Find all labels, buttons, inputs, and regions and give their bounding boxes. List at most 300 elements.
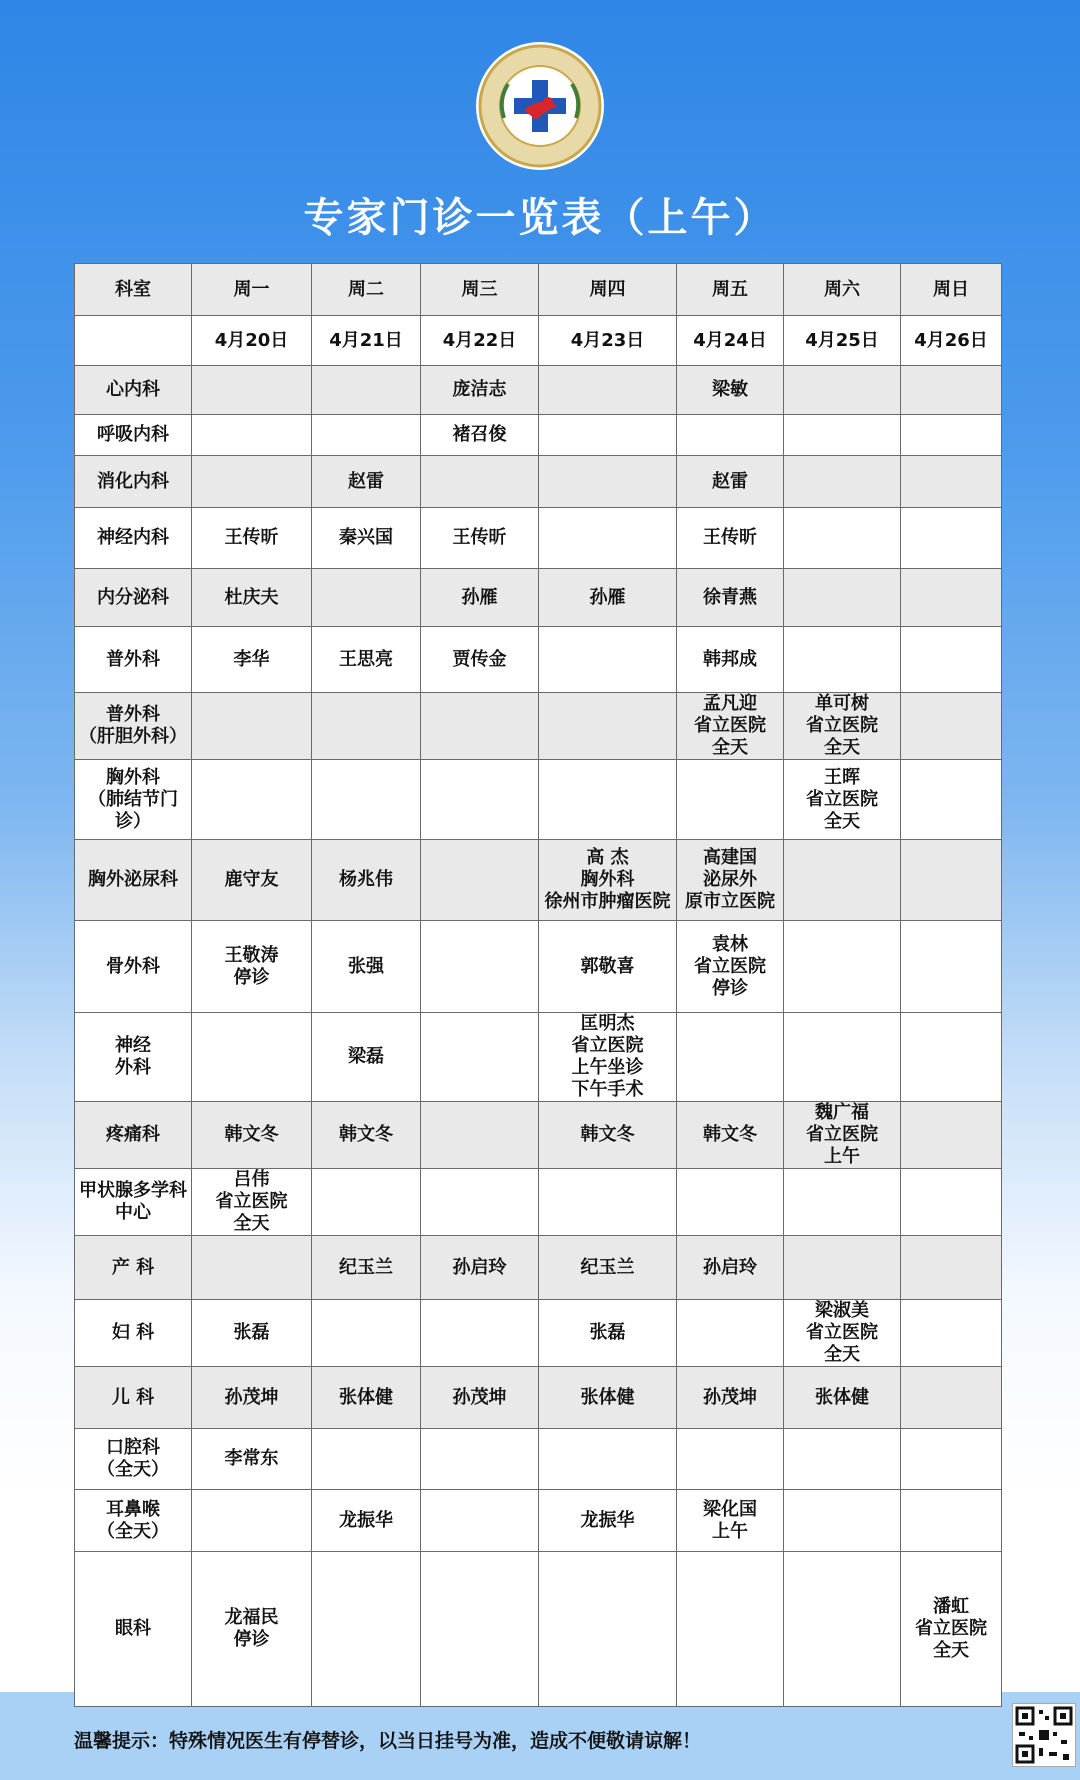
cell-line: 鹿守友: [224, 869, 279, 890]
doctor-cell: [784, 693, 901, 760]
doctor-cell: [192, 1367, 312, 1429]
department-cell: [75, 508, 192, 569]
cell-line: 韩文冬: [580, 1124, 635, 1145]
header-cell: 周二: [312, 264, 421, 316]
schedule-table: [74, 263, 1002, 1707]
doctor-cell: [312, 693, 421, 760]
doctor-cell: [901, 415, 1002, 456]
table-row: [75, 1102, 1002, 1169]
cell-line: 消化内科: [97, 470, 169, 492]
doctor-cell: [192, 693, 312, 760]
doctor-cell: [677, 1102, 784, 1169]
doctor-cell: [421, 1236, 539, 1300]
doctor-cell: [677, 366, 784, 415]
table-row: [75, 366, 1002, 415]
doctor-cell: [784, 1013, 901, 1102]
doctor-cell: [421, 760, 539, 840]
doctor-cell: [677, 1300, 784, 1367]
date-cell: 4月25日: [784, 316, 901, 366]
cell-line: 胸外泌尿科: [88, 869, 178, 890]
cell-line: 王晖: [824, 766, 860, 788]
cell-line: 疼痛科: [106, 1124, 160, 1145]
doctor-cell: [192, 1169, 312, 1236]
date-cell: 4月21日: [312, 316, 421, 366]
doctor-cell: [312, 569, 421, 627]
cell-line: 眼科: [115, 1618, 151, 1639]
cell-line: 省立医院: [915, 1618, 987, 1639]
cell-line: 孙雁: [461, 586, 498, 608]
header-cell: 周五: [677, 264, 784, 316]
cell-line: （肺结节门诊）: [88, 788, 178, 832]
doctor-cell: [421, 1367, 539, 1429]
doctor-cell: [539, 1429, 677, 1490]
doctor-cell: [677, 627, 784, 693]
doctor-cell: [421, 1490, 539, 1552]
cell-line: （全天）: [97, 1520, 169, 1542]
doctor-cell: [421, 627, 539, 693]
cell-line: 省立医院: [806, 1322, 878, 1343]
cell-line: 张磊: [589, 1322, 626, 1343]
cell-line: 梁淑美: [815, 1300, 869, 1321]
table-row: [75, 415, 1002, 456]
cell-line: 纪玉兰: [339, 1256, 393, 1278]
table-row: [75, 1429, 1002, 1490]
cell-line: 赵雷: [712, 470, 748, 492]
doctor-cell: [421, 840, 539, 921]
doctor-cell: [784, 456, 901, 508]
cell-line: 龙振华: [339, 1509, 393, 1531]
department-cell: [75, 921, 192, 1013]
doctor-cell: [784, 760, 901, 840]
cell-line: 全天: [824, 1344, 860, 1365]
cell-line: 梁化国: [703, 1498, 757, 1520]
cell-line: 孟凡迎: [703, 693, 757, 714]
doctor-cell: [677, 569, 784, 627]
date-cell: [75, 316, 192, 366]
doctor-cell: [539, 1169, 677, 1236]
doctor-cell: [784, 1367, 901, 1429]
doctor-cell: [312, 1102, 421, 1169]
cell-line: 胸外科: [106, 766, 160, 788]
doctor-cell: [784, 921, 901, 1013]
doctor-cell: [192, 840, 312, 921]
doctor-cell: [901, 760, 1002, 840]
cell-line: 耳鼻喉: [106, 1498, 160, 1520]
cell-line: 省立医院: [215, 1191, 288, 1212]
doctor-cell: [901, 1552, 1002, 1707]
cell-line: 全天: [824, 810, 860, 832]
cell-line: 魏广福: [815, 1102, 869, 1123]
doctor-cell: [901, 1300, 1002, 1367]
doctor-cell: [539, 415, 677, 456]
cell-line: 产 科: [111, 1256, 155, 1278]
cell-line: 全天: [933, 1640, 969, 1661]
cell-line: 张体健: [815, 1386, 869, 1408]
header-cell: 周一: [192, 264, 312, 316]
cell-line: 秦兴国: [339, 527, 393, 548]
doctor-cell: [539, 1300, 677, 1367]
cell-line: 韩文冬: [339, 1124, 393, 1145]
cell-line: 张强: [348, 955, 384, 977]
cell-line: 上午: [712, 1520, 748, 1542]
department-cell: [75, 366, 192, 415]
doctor-cell: [784, 1236, 901, 1300]
department-cell: [75, 456, 192, 508]
doctor-cell: [539, 760, 677, 840]
page-title: 专家门诊一览表（上午）: [303, 195, 777, 241]
doctor-cell: [192, 1490, 312, 1552]
doctor-cell: [677, 1552, 784, 1707]
department-cell: [75, 1429, 192, 1490]
department-cell: [75, 569, 192, 627]
cell-line: 郭敬喜: [580, 955, 635, 977]
cell-line: 全天: [712, 737, 748, 758]
cell-line: 孙茂坤: [452, 1386, 507, 1408]
doctor-cell: [192, 366, 312, 415]
doctor-cell: [312, 1552, 421, 1707]
cell-line: 王传昕: [452, 527, 507, 548]
cell-line: 袁林: [712, 933, 748, 955]
doctor-cell: [901, 1490, 1002, 1552]
cell-line: 妇 科: [111, 1322, 155, 1343]
doctor-cell: [677, 1429, 784, 1490]
doctor-cell: [192, 415, 312, 456]
doctor-cell: [421, 415, 539, 456]
department-cell: [75, 1236, 192, 1300]
doctor-cell: [677, 508, 784, 569]
cell-line: 韩文冬: [224, 1124, 279, 1145]
doctor-cell: [677, 1013, 784, 1102]
doctor-cell: [677, 1236, 784, 1300]
cell-line: 下午手术: [571, 1079, 644, 1100]
doctor-cell: [539, 1552, 677, 1707]
doctor-cell: [192, 627, 312, 693]
doctor-cell: [677, 456, 784, 508]
doctor-cell: [784, 415, 901, 456]
doctor-cell: [192, 508, 312, 569]
cell-line: 普外科: [106, 648, 160, 670]
doctor-cell: [539, 1013, 677, 1102]
cell-line: 吕伟: [233, 1169, 270, 1190]
cell-line: 骨外科: [106, 955, 160, 977]
doctor-cell: [539, 366, 677, 415]
doctor-cell: [421, 1102, 539, 1169]
doctor-cell: [421, 921, 539, 1013]
doctor-cell: [539, 1367, 677, 1429]
department-cell: [75, 1490, 192, 1552]
doctor-cell: [901, 1169, 1002, 1236]
doctor-cell: [312, 1429, 421, 1490]
table-row: [75, 1490, 1002, 1552]
cell-line: 梁敏: [712, 379, 748, 400]
doctor-cell: [192, 1102, 312, 1169]
table-row: [75, 1367, 1002, 1429]
department-cell: [75, 415, 192, 456]
doctor-cell: [539, 508, 677, 569]
department-cell: [75, 1367, 192, 1429]
doctor-cell: [784, 508, 901, 569]
doctor-cell: [784, 1102, 901, 1169]
cell-line: 孙启玲: [452, 1256, 507, 1278]
cell-line: 内分泌科: [97, 586, 169, 608]
doctor-cell: [784, 1552, 901, 1707]
doctor-cell: [539, 1102, 677, 1169]
cell-line: 泌尿外: [703, 869, 757, 890]
date-cell: 4月22日: [421, 316, 539, 366]
doctor-cell: [539, 569, 677, 627]
doctor-cell: [901, 627, 1002, 693]
cell-line: 神经内科: [97, 527, 169, 548]
doctor-cell: [312, 415, 421, 456]
table-row: [75, 1169, 1002, 1236]
doctor-cell: [901, 456, 1002, 508]
cell-line: 贾传金: [452, 648, 507, 670]
qr-code-icon: [1012, 1703, 1076, 1767]
doctor-cell: [784, 1429, 901, 1490]
doctor-cell: [677, 1367, 784, 1429]
doctor-cell: [192, 1300, 312, 1367]
department-cell: [75, 760, 192, 840]
doctor-cell: [539, 693, 677, 760]
doctor-cell: [192, 1013, 312, 1102]
date-row: [75, 316, 1002, 366]
doctor-cell: [312, 1013, 421, 1102]
cell-line: 王传昕: [703, 527, 757, 548]
cell-line: 普外科: [106, 704, 160, 725]
cell-line: 梁磊: [348, 1046, 384, 1067]
doctor-cell: [539, 1236, 677, 1300]
doctor-cell: [421, 508, 539, 569]
doctor-cell: [312, 508, 421, 569]
department-cell: [75, 1102, 192, 1169]
department-cell: [75, 627, 192, 693]
doctor-cell: [901, 921, 1002, 1013]
doctor-cell: [784, 1300, 901, 1367]
cell-line: 杨兆伟: [339, 869, 393, 890]
cell-line: 省立医院: [694, 715, 766, 736]
doctor-cell: [312, 1300, 421, 1367]
header-cell: 周六: [784, 264, 901, 316]
cell-line: 停诊: [233, 966, 270, 988]
doctor-cell: [677, 1169, 784, 1236]
department-cell: [75, 840, 192, 921]
cell-line: 孙茂坤: [703, 1386, 757, 1408]
doctor-cell: [901, 1429, 1002, 1490]
cell-line: 高建国: [703, 847, 757, 868]
cell-line: 口腔科: [106, 1437, 160, 1458]
doctor-cell: [677, 1490, 784, 1552]
doctor-cell: [312, 627, 421, 693]
doctor-cell: [312, 921, 421, 1013]
doctor-cell: [539, 840, 677, 921]
doctor-cell: [677, 760, 784, 840]
header-cell: 周日: [901, 264, 1002, 316]
cell-line: 孙启玲: [703, 1256, 757, 1278]
doctor-cell: [312, 840, 421, 921]
cell-line: 儿 科: [111, 1386, 155, 1408]
doctor-cell: [539, 627, 677, 693]
doctor-cell: [312, 366, 421, 415]
doctor-cell: [901, 840, 1002, 921]
cell-line: 李常东: [224, 1448, 279, 1469]
cell-line: 停诊: [233, 1629, 270, 1650]
department-cell: [75, 1169, 192, 1236]
table-row: [75, 456, 1002, 508]
department-cell: [75, 693, 192, 760]
cell-line: 呼吸内科: [97, 424, 169, 445]
doctor-cell: [312, 456, 421, 508]
doctor-cell: [901, 1236, 1002, 1300]
cell-line: （全天）: [97, 1459, 169, 1480]
department-cell: [75, 1300, 192, 1367]
cell-line: 省立医院: [571, 1035, 644, 1056]
cell-line: 孙茂坤: [224, 1386, 279, 1408]
doctor-cell: [192, 1552, 312, 1707]
hospital-logo: [474, 40, 606, 172]
doctor-cell: [192, 569, 312, 627]
doctor-cell: [192, 921, 312, 1013]
doctor-cell: [677, 693, 784, 760]
doctor-cell: [784, 627, 901, 693]
cell-line: 韩邦成: [703, 648, 757, 670]
doctor-cell: [192, 456, 312, 508]
doctor-cell: [901, 569, 1002, 627]
cell-line: 全天: [233, 1213, 270, 1234]
cell-line: 匡明杰: [580, 1013, 635, 1034]
doctor-cell: [677, 840, 784, 921]
doctor-cell: [421, 1300, 539, 1367]
cell-line: 李华: [233, 648, 270, 670]
doctor-cell: [192, 1236, 312, 1300]
cell-line: 省立医院: [694, 955, 766, 977]
cell-line: 徐青燕: [703, 586, 757, 608]
doctor-cell: [784, 366, 901, 415]
cell-line: 中心: [115, 1202, 151, 1223]
table-row: [75, 1236, 1002, 1300]
cell-line: 王传昕: [224, 527, 279, 548]
cell-line: 王敬涛: [224, 944, 279, 966]
date-cell: 4月26日: [901, 316, 1002, 366]
doctor-cell: [312, 1169, 421, 1236]
doctor-cell: [539, 456, 677, 508]
doctor-cell: [784, 840, 901, 921]
cell-line: 褚召俊: [452, 424, 507, 445]
cell-line: 上午: [824, 1146, 860, 1167]
doctor-cell: [192, 1429, 312, 1490]
doctor-cell: [677, 415, 784, 456]
doctor-cell: [421, 569, 539, 627]
doctor-cell: [312, 760, 421, 840]
doctor-cell: [677, 921, 784, 1013]
table-row: [75, 1013, 1002, 1102]
department-cell: [75, 1013, 192, 1102]
date-cell: 4月24日: [677, 316, 784, 366]
notice-text: 温馨提示：特殊情况医生有停替诊，以当日挂号为准，造成不便敬请谅解！: [74, 1730, 702, 1752]
doctor-cell: [539, 1490, 677, 1552]
table-row: [75, 921, 1002, 1013]
header-cell: 周三: [421, 264, 539, 316]
table-row: [75, 1300, 1002, 1367]
date-cell: 4月20日: [192, 316, 312, 366]
doctor-cell: [421, 1013, 539, 1102]
cell-line: 王思亮: [339, 648, 393, 670]
cell-line: 甲状腺多学科: [79, 1180, 187, 1201]
doctor-cell: [421, 1169, 539, 1236]
cell-line: 胸外科: [580, 869, 635, 890]
cell-line: 省立医院: [806, 715, 878, 736]
header-cell: 周四: [539, 264, 677, 316]
cell-line: 纪玉兰: [580, 1256, 635, 1278]
cell-line: 神经: [115, 1035, 151, 1056]
cell-line: 张体健: [580, 1386, 635, 1408]
header-cell: 科室: [75, 264, 192, 316]
cell-line: 韩文冬: [703, 1124, 757, 1145]
table-row: [75, 569, 1002, 627]
cell-line: 省立医院: [806, 788, 878, 810]
doctor-cell: [784, 1490, 901, 1552]
doctor-cell: [539, 921, 677, 1013]
doctor-cell: [421, 1552, 539, 1707]
cell-line: 单可树: [815, 693, 869, 714]
cell-line: 杜庆夫: [224, 586, 279, 608]
doctor-cell: [784, 569, 901, 627]
doctor-cell: [901, 1013, 1002, 1102]
doctor-cell: [421, 693, 539, 760]
doctor-cell: [901, 1102, 1002, 1169]
date-cell: 4月23日: [539, 316, 677, 366]
cell-line: 全天: [824, 737, 860, 758]
doctor-cell: [784, 1169, 901, 1236]
table-row: [75, 1552, 1002, 1707]
cell-line: 上午坐诊: [571, 1057, 644, 1078]
doctor-cell: [421, 366, 539, 415]
cell-line: 外科: [115, 1057, 151, 1078]
doctor-cell: [421, 456, 539, 508]
cell-line: 张磊: [233, 1322, 270, 1343]
cell-line: 赵雷: [348, 470, 384, 492]
doctor-cell: [312, 1367, 421, 1429]
cell-line: 张体健: [339, 1386, 393, 1408]
cell-line: 龙福民: [224, 1607, 279, 1628]
doctor-cell: [312, 1490, 421, 1552]
doctor-cell: [901, 508, 1002, 569]
table-row: [75, 627, 1002, 693]
table-row: [75, 508, 1002, 569]
cell-line: 庞洁志: [452, 379, 507, 400]
doctor-cell: [192, 760, 312, 840]
table-row: [75, 693, 1002, 760]
doctor-cell: [901, 1367, 1002, 1429]
cell-line: 孙雁: [589, 586, 626, 608]
doctor-cell: [901, 693, 1002, 760]
cell-line: （肝胆外科）: [79, 726, 187, 747]
doctor-cell: [901, 366, 1002, 415]
table-row: [75, 840, 1002, 921]
table-row: [75, 760, 1002, 840]
doctor-cell: [312, 1236, 421, 1300]
cell-line: 省立医院: [806, 1124, 878, 1145]
doctor-cell: [421, 1429, 539, 1490]
cell-line: 原市立医院: [685, 891, 775, 912]
cell-line: 高 杰: [586, 847, 629, 868]
cell-line: 徐州市肿瘤医院: [544, 891, 671, 912]
cell-line: 心内科: [106, 379, 160, 400]
cell-line: 潘虹: [933, 1596, 969, 1617]
cell-line: 龙振华: [580, 1509, 635, 1531]
cell-line: 停诊: [712, 977, 748, 999]
department-cell: [75, 1552, 192, 1707]
header-row: [75, 264, 1002, 316]
